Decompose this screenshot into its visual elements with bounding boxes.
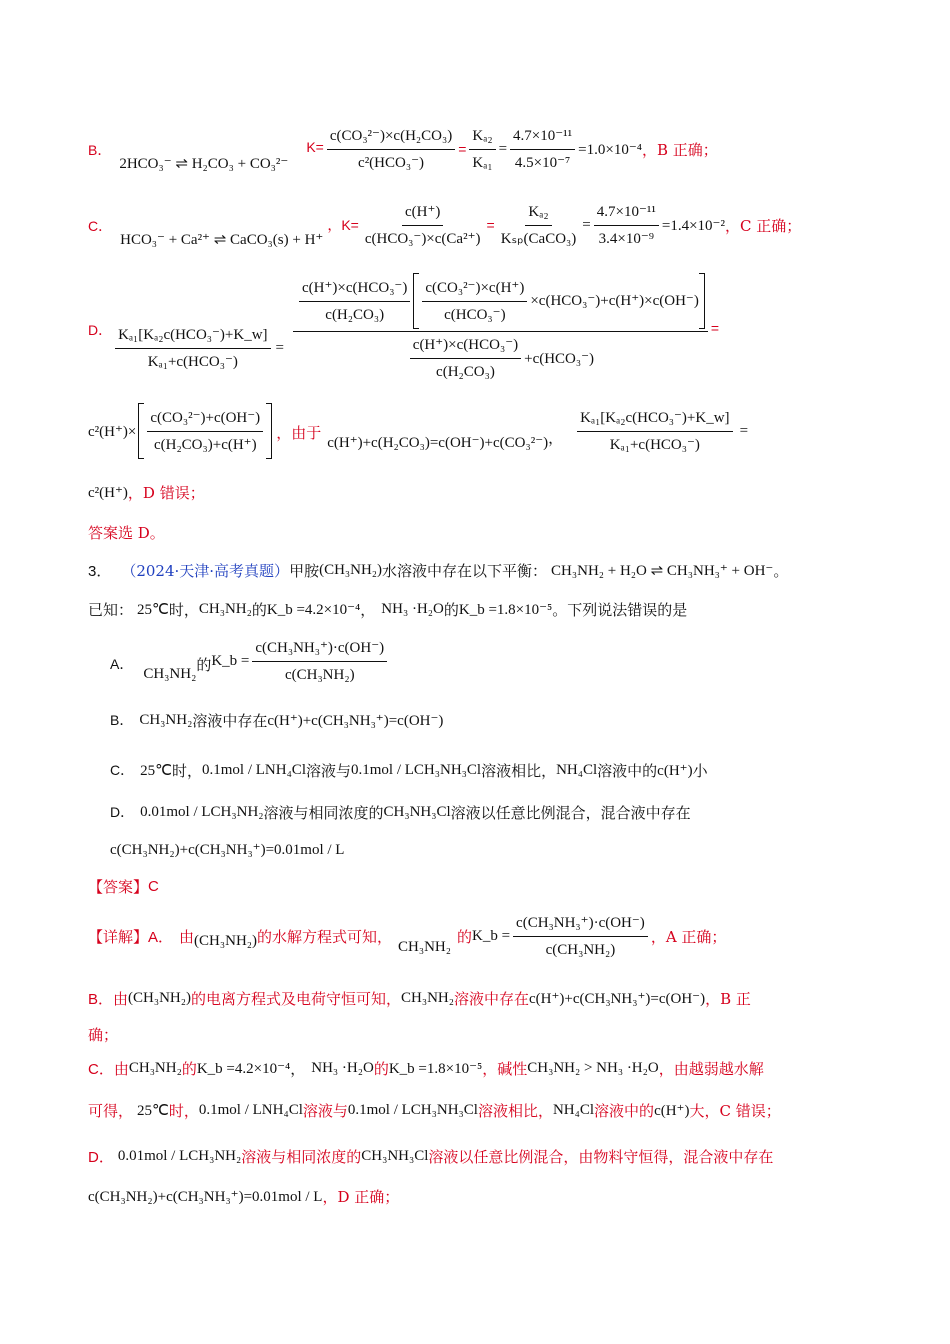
fraction-denominator: c(HCO₃⁻)	[444, 306, 506, 323]
species: CH₃NH₂	[198, 600, 252, 617]
equals-sign: =	[275, 339, 285, 356]
result-value: =1.4×10⁻²	[661, 217, 725, 234]
temperature: 25℃	[137, 1102, 169, 1119]
species: CH₃NH₂	[143, 665, 197, 682]
q3-option-a[interactable]	[110, 632, 390, 690]
identity-equation: c(H⁺)+c(H₂CO₃)=c(OH⁻)+c(CO₃²⁻)	[327, 434, 549, 451]
equals-sign: =	[739, 422, 749, 439]
prev-option-b	[88, 118, 718, 180]
fraction-numerator: c(CO₃²⁻)×c(H₂CO₃)	[327, 125, 455, 150]
k-expression-fraction	[362, 201, 484, 250]
prev-option-d-line2	[88, 400, 748, 462]
option-label: B．	[110, 712, 134, 728]
result-value: =1.0×10⁻⁴	[578, 141, 642, 158]
prev-option-c	[88, 194, 801, 256]
numerator-tail: ×c(HCO₃⁻)+c(H⁺)×c(OH⁻)	[530, 293, 699, 309]
q3-detail-c	[88, 1054, 764, 1082]
fraction-denominator: Kₐ₁+c(HCO₃⁻)	[147, 353, 238, 370]
equals-sign: =	[582, 216, 591, 233]
stem-text: 的	[443, 600, 459, 619]
fraction-denominator: 3.4×10⁻⁹	[598, 230, 654, 247]
prev-option-d-line3	[88, 478, 205, 506]
detail-label: C．	[88, 1060, 114, 1078]
verdict: ，D 错误；	[127, 483, 205, 502]
inner-fraction	[299, 277, 410, 326]
fraction-denominator: Kₐ₁	[472, 154, 493, 171]
species: c(H⁺)	[657, 762, 693, 779]
stem-text: ，	[360, 600, 376, 619]
detail-label: A．	[148, 928, 174, 946]
detail-text: 溶液与	[302, 1101, 348, 1120]
because-text: ，由于	[276, 424, 322, 442]
species: NH₃ ·H₂O	[311, 1059, 374, 1076]
verdict: ，B 正确；	[641, 140, 718, 159]
fraction-numerator: c(CO₃²⁻)×c(H⁺)	[422, 277, 527, 302]
detail-text: 溶液相比，	[477, 1101, 553, 1120]
detail-text: 的	[181, 1059, 197, 1078]
detail-text: 时，	[168, 1101, 199, 1120]
detail-text: 的电离方程式及电荷守恒可知，	[190, 989, 401, 1008]
fraction-numerator: c(H⁺)	[402, 201, 443, 226]
k-expression-fraction	[327, 125, 455, 174]
solution: CH₃NH₃Cl	[361, 1147, 429, 1164]
fraction-denominator: c(CH₃NH₂)	[284, 666, 355, 683]
prev-answer: 答案选 D。	[88, 524, 165, 542]
detail-text: 的	[373, 1059, 389, 1078]
reaction-equation: 2HCO₃⁻ ⇌ H₂CO₃ + CO₃²⁻	[119, 155, 289, 172]
fraction-numerator: Kₐ₂	[525, 201, 551, 226]
detail-label: B．	[88, 990, 114, 1008]
separator: ，	[290, 1059, 306, 1078]
species: NH₄Cl	[552, 1101, 595, 1118]
rhs-fraction	[577, 407, 732, 456]
question-number: 3．	[88, 562, 112, 580]
fraction-denominator: Kₐ₁+c(HCO₃⁻)	[609, 436, 700, 453]
q3-option-b[interactable]	[110, 706, 443, 734]
fraction-denominator: 4.5×10⁻⁷	[514, 154, 571, 171]
detail-text: ，碱性	[482, 1059, 528, 1078]
kb-value: K_b =1.8×10⁻⁵	[388, 1060, 483, 1077]
prefix-expression: c²(H⁺)×	[88, 423, 137, 440]
question-3-stem-line2	[88, 595, 687, 623]
detail-text: 溶液中存在	[453, 989, 529, 1008]
q3-detail-d-line2	[88, 1182, 399, 1210]
detail-text: 由	[113, 989, 129, 1008]
option-text: 溶液以任意比例混合，混合液中存在	[450, 803, 691, 822]
k-equals: K=	[306, 139, 324, 155]
solution: 0.1mol / LNH₄Cl	[202, 761, 306, 778]
kb-fraction	[252, 637, 387, 686]
verdict: ，A 正确；	[650, 927, 727, 946]
fraction-denominator: c(CH₃NH₂)	[545, 941, 616, 958]
q3-detail-c-line2	[88, 1096, 781, 1124]
bracket-fraction	[147, 407, 263, 456]
verdict: ，D 正确；	[322, 1187, 400, 1206]
answer-tag: 【答案】	[88, 878, 149, 896]
solution: 0.1mol / LNH₄Cl	[198, 1101, 303, 1118]
option-label: A．	[110, 656, 134, 672]
stem-text: 已知：	[88, 600, 134, 619]
detail-text: 可得，	[88, 1101, 134, 1120]
option-text: 溶液中存在	[192, 711, 268, 730]
big-fraction-numerator	[293, 273, 708, 332]
option-text: 溶液中的	[597, 761, 658, 780]
fraction-numerator: Kₐ₂	[469, 125, 495, 150]
kb-value: K_b =4.2×10⁻⁴	[266, 601, 361, 618]
equals-sign: =	[486, 217, 495, 233]
material-balance-equation: c(CH₃NH₂)+c(CH₃NH₃⁺)=0.01mol / L	[88, 1188, 323, 1205]
q3-detail-a	[88, 906, 726, 966]
fraction-numerator: c(CH₃NH₃⁺)·c(OH⁻)	[513, 912, 648, 937]
option-label: C．	[88, 218, 113, 234]
species: NH₃ ·H₂O	[381, 600, 444, 617]
kb-value: K_b =1.8×10⁻⁵	[458, 601, 553, 618]
result-expression: c²(H⁺)	[88, 484, 128, 501]
species: CH₃NH₂	[139, 711, 193, 728]
fraction-denominator: c(H₂CO₃)	[325, 306, 385, 323]
option-text: 时，	[171, 761, 202, 780]
q3-detail-b	[88, 984, 751, 1012]
question-source: （2024·天津·高考真题）	[121, 561, 290, 580]
prev-option-d-line1	[88, 268, 719, 388]
fraction-numerator: Kₐ₁[Kₐ₂c(HCO₃⁻)+K_w]	[115, 324, 270, 349]
charge-balance-equation: c(H⁺)+c(CH₃NH₃⁺)=c(OH⁻)	[267, 712, 444, 729]
right-bracket	[266, 403, 272, 459]
inner-fraction	[410, 334, 521, 383]
q3-detail-d	[88, 1142, 773, 1170]
fraction-numerator: 4.7×10⁻¹¹	[594, 201, 659, 226]
ka-ratio-fraction	[469, 125, 495, 174]
solution: 0.01mol / LCH₃NH₂	[117, 1147, 242, 1164]
ka-ksp-fraction	[498, 201, 580, 250]
numeric-fraction	[594, 201, 659, 250]
fraction-denominator: c(H₂CO₃)	[436, 364, 495, 380]
charge-balance-equation: c(H⁺)+c(CH₃NH₃⁺)=c(OH⁻)	[528, 990, 706, 1007]
option-text: 溶液与	[305, 761, 351, 780]
detail-text: 由	[113, 1059, 129, 1078]
detail-text: 由	[179, 927, 195, 946]
big-fraction	[293, 273, 708, 383]
option-label: B．	[88, 142, 112, 158]
solution: CH₃NH₃Cl	[383, 803, 451, 820]
solution: 0.01mol / LCH₃NH₂	[140, 803, 264, 820]
fraction-denominator: c(HCO₃⁻)×c(Ca²⁺)	[364, 230, 481, 247]
fraction-numerator: 4.7×10⁻¹¹	[510, 125, 575, 150]
kb-fraction	[513, 912, 648, 961]
fraction-numerator: c(H⁺)×c(HCO₃⁻)	[410, 334, 521, 359]
option-label: D．	[110, 804, 135, 820]
solution: 0.1mol / LCH₃NH₃Cl	[351, 761, 482, 778]
option-label: D．	[88, 322, 113, 338]
left-bracket	[413, 273, 419, 329]
species: (CH₃NH₂)	[128, 989, 191, 1006]
species: (CH₃NH₂)	[194, 932, 257, 949]
detail-text: 溶液中的	[594, 1101, 655, 1120]
fraction-denominator: c(H₂CO₃)+c(H⁺)	[153, 436, 257, 453]
detail-text: ，由越弱越水解	[658, 1059, 764, 1078]
basicity-comparison: CH₃NH₂ > NH₃ ·H₂O	[527, 1059, 659, 1076]
species: CH₃NH₂	[398, 938, 451, 955]
denominator-tail: +c(HCO₃⁻)	[524, 350, 595, 367]
stem-question: 。下列说法错误的是	[552, 600, 688, 619]
question-3-stem-line1	[88, 556, 788, 584]
q3-option-d-equation: c(CH₃NH₂)+c(CH₃NH₃⁺)=0.01mol / L	[110, 842, 345, 858]
solution: 0.1mol / LCH₃NH₃Cl	[347, 1101, 478, 1118]
detail-text: 溶液以任意比例混合，由物料守恒得，混合液中存在	[428, 1147, 774, 1166]
option-text: 溶液相比，	[481, 761, 557, 780]
detail-label: D．	[88, 1148, 114, 1166]
species: CH₃NH₂	[128, 1059, 182, 1076]
kb-value: K_b =4.2×10⁻⁴	[196, 1060, 291, 1077]
verdict: ，B 正	[705, 989, 751, 1008]
detail-text: 的	[456, 927, 472, 946]
fraction-numerator: Kₐ₁[Kₐ₂c(HCO₃⁻)+K_w]	[577, 407, 732, 432]
equals-sign: =	[458, 141, 467, 157]
equals-sign: =	[498, 140, 508, 157]
option-text: 的	[196, 655, 212, 674]
fraction-denominator: Kₛₚ(CaCO₃)	[500, 230, 577, 247]
stem-text: 。	[773, 561, 789, 580]
q3-option-c[interactable]	[110, 756, 708, 784]
left-bracket	[138, 403, 144, 459]
stem-text: 时，	[168, 600, 199, 619]
species: c(H⁺)	[654, 1102, 690, 1119]
big-fraction-denominator	[404, 332, 597, 383]
stem-text: 甲胺	[289, 561, 320, 580]
methylamine-formula: (CH₃NH₂)	[319, 561, 383, 578]
inner-fraction	[422, 277, 527, 326]
q3-answer	[88, 876, 159, 897]
q3-detail-b-cont: 确；	[88, 1026, 119, 1044]
k-equals: ，K=	[327, 217, 359, 233]
kb-label: K_b =	[211, 652, 250, 669]
fraction-numerator: c(CH₃NH₃⁺)·c(OH⁻)	[252, 637, 387, 662]
stem-text: 水溶液中存在以下平衡：	[382, 561, 548, 580]
q3-option-d[interactable]	[110, 798, 691, 826]
reaction-equation: HCO₃⁻ + Ca²⁺ ⇌ CaCO₃(s) + H⁺	[120, 231, 324, 248]
temperature: 25℃	[140, 762, 172, 779]
option-text: 溶液与相同浓度的	[263, 803, 384, 822]
right-bracket	[699, 273, 705, 329]
kb-label: K_b =	[472, 927, 511, 944]
lhs-fraction	[115, 324, 270, 373]
species: CH₃NH₂	[401, 989, 454, 1006]
detail-text: 的水解方程式可知，	[257, 927, 393, 946]
equals-sign: =	[710, 320, 720, 336]
temperature: 25℃	[137, 601, 169, 618]
comma: ，	[548, 428, 564, 447]
answer-value: C	[148, 878, 159, 895]
species: NH₄Cl	[556, 761, 598, 778]
equilibrium-equation: CH₃NH₂ + H₂O ⇌ CH₃NH₃⁺ + OH⁻	[551, 562, 774, 579]
fraction-numerator: c(H⁺)×c(HCO₃⁻)	[299, 277, 410, 302]
stem-text: 的	[251, 600, 267, 619]
numeric-fraction	[510, 125, 575, 174]
verdict: ，C 正确；	[724, 216, 802, 235]
detail-text: 溶液与相同浓度的	[241, 1147, 362, 1166]
fraction-denominator: c²(HCO₃⁻)	[358, 154, 424, 171]
detail-tag: 【详解】	[88, 927, 149, 946]
option-label: C．	[110, 762, 135, 778]
option-text: 小	[692, 761, 708, 780]
fraction-numerator: c(CO₃²⁻)+c(OH⁻)	[147, 407, 263, 432]
verdict: 大，C 错误；	[689, 1101, 781, 1120]
